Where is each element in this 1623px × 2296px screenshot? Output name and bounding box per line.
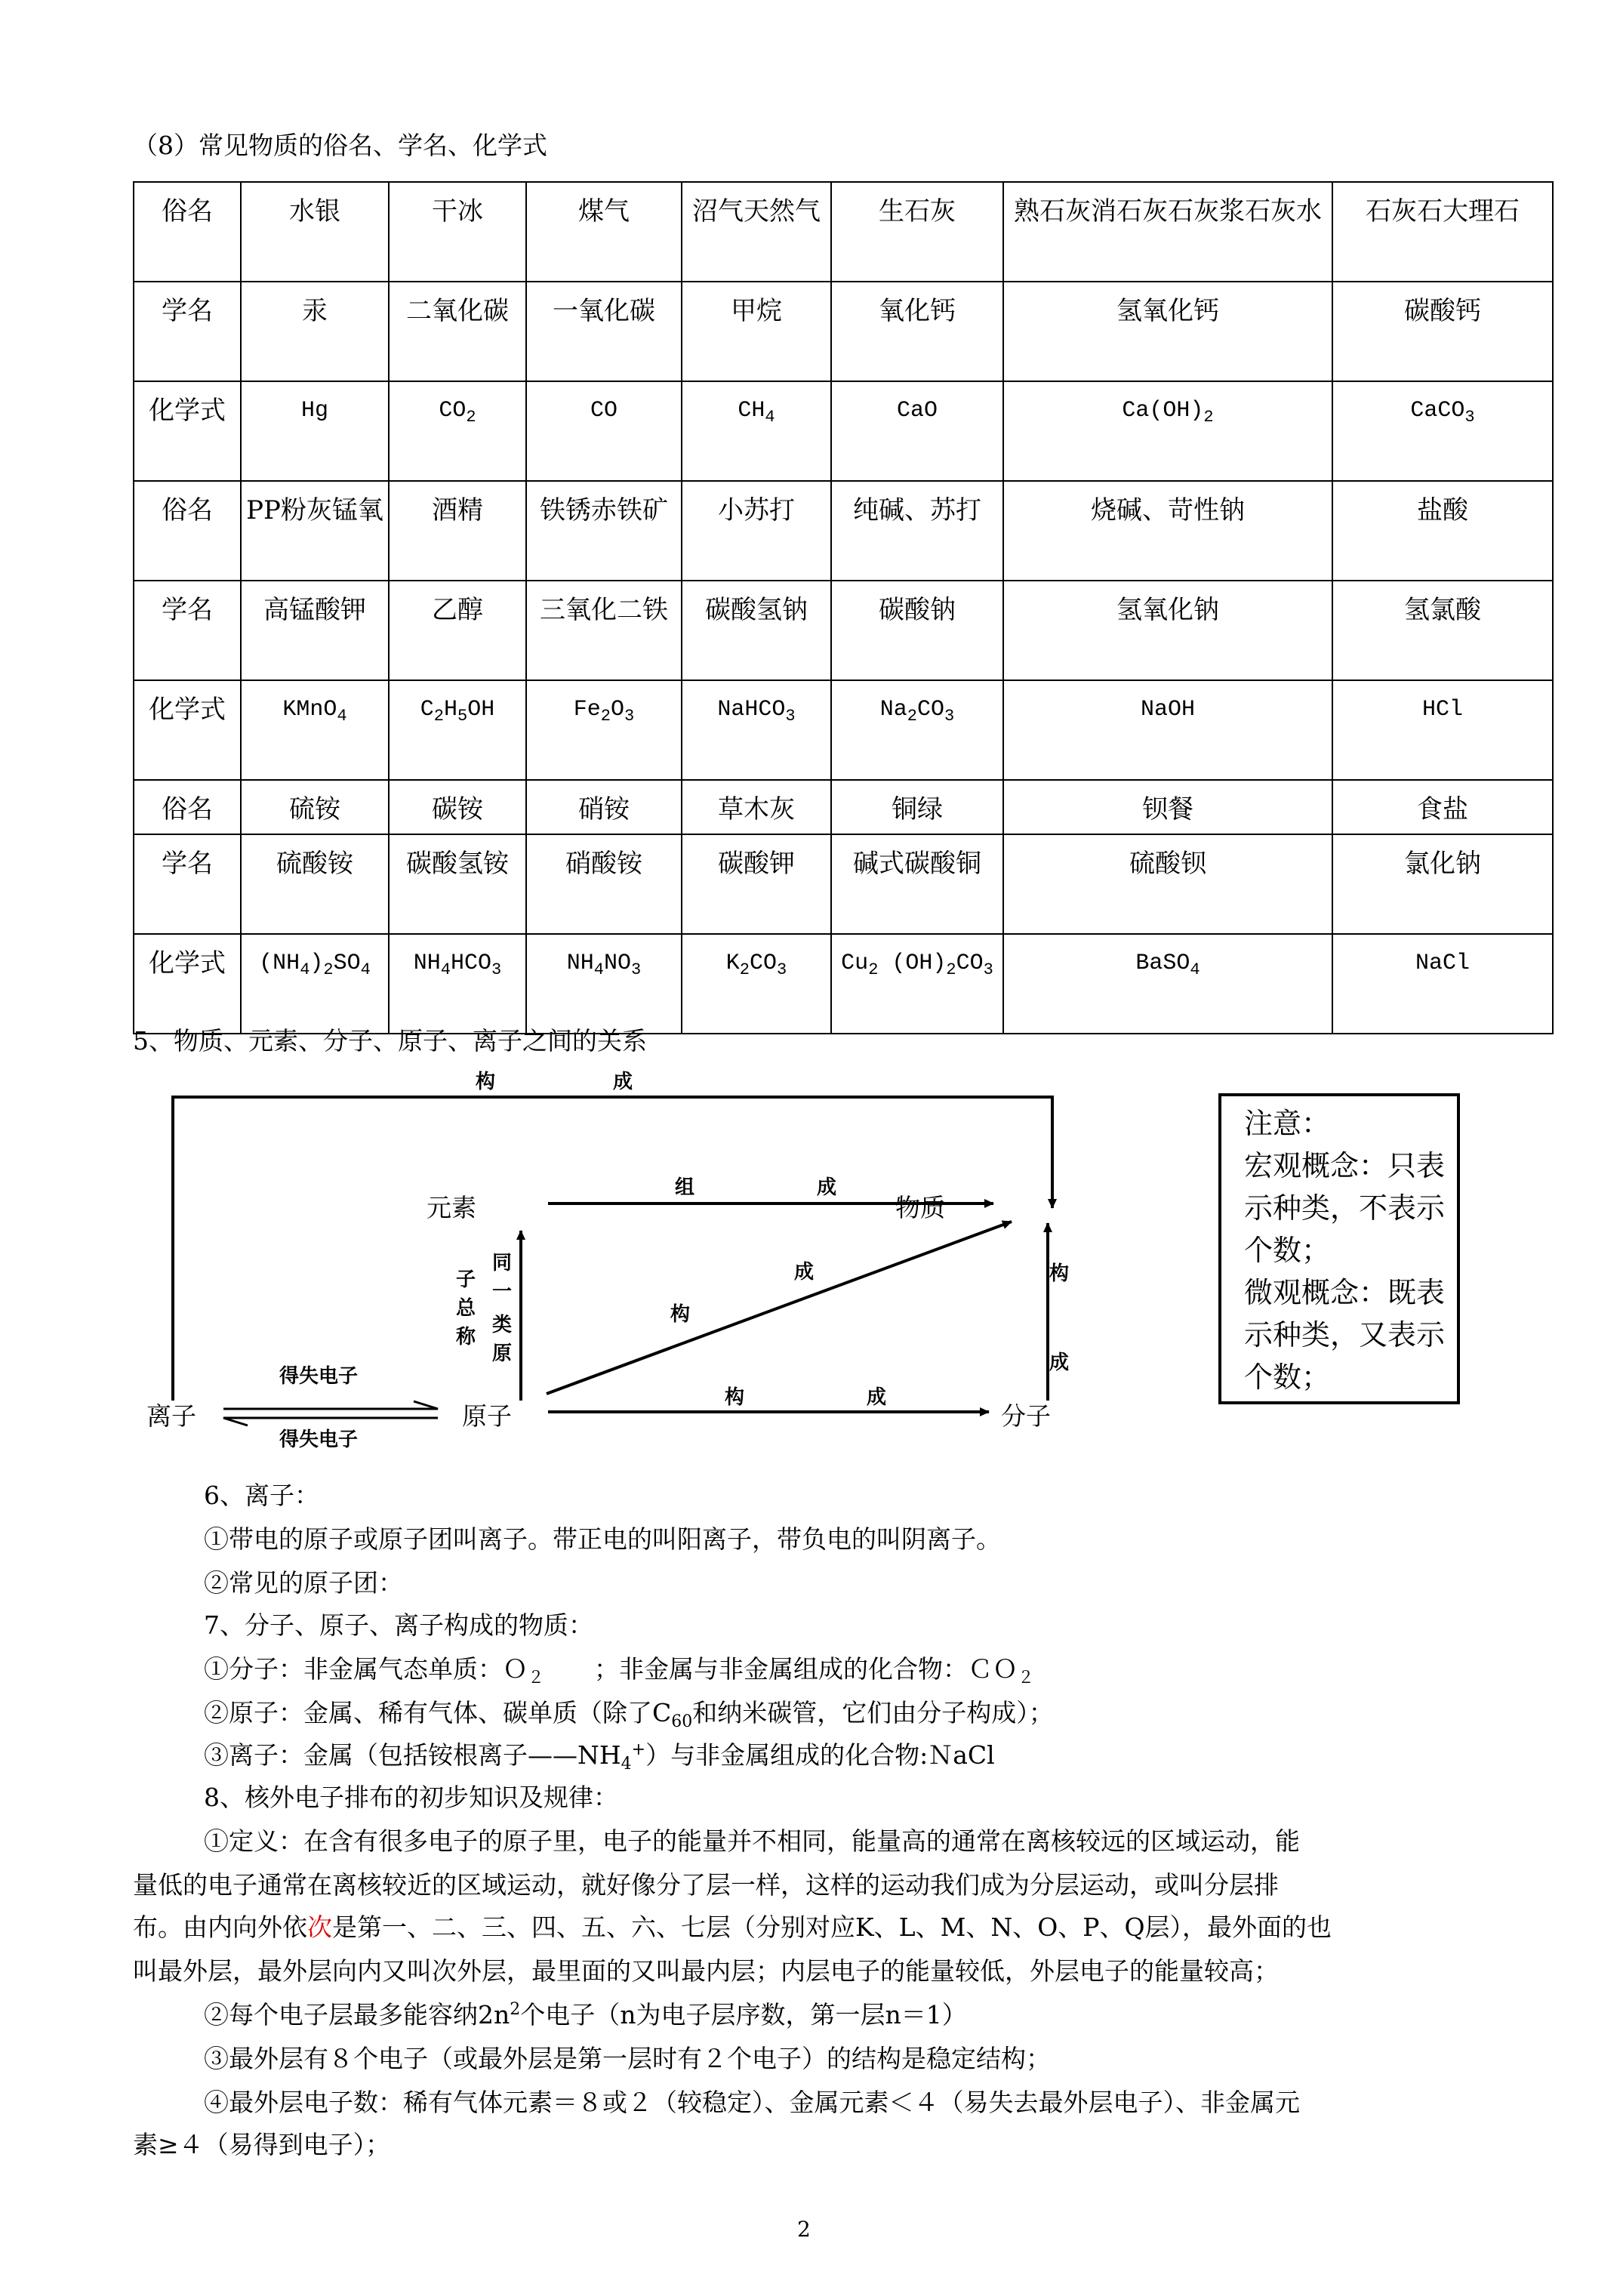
table-cell: 煤气 <box>526 182 682 282</box>
line-8d-2: 素≥４（易得到电子）； <box>133 2130 391 2159</box>
line-8a-2: 量低的电子通常在离核较近的区域运动，就好像分了层一样，这样的运动我们成为分层运动，或叫分层排 <box>133 1870 1279 1900</box>
row-header-cell: 学名 <box>134 581 241 680</box>
node-molecule: 分子 <box>1001 1401 1051 1431</box>
table-cell: $K_2CO_3$ <box>682 934 831 1034</box>
table-cell: 铁锈赤铁矿 <box>526 481 682 581</box>
line-8: 8、核外电子排布的初步知识及规律： <box>204 1783 618 1812</box>
line-7: 7、分子、原子、离子构成的物质： <box>204 1610 593 1640</box>
table-cell: $Cu_2$ $(OH)_2CO_3$ <box>831 934 1003 1034</box>
table-cell: 碳酸钠 <box>831 581 1003 680</box>
row-header-cell: 化学式 <box>134 934 241 1034</box>
table-cell: 石灰石大理石 <box>1332 182 1553 282</box>
note-box <box>1218 1093 1460 1404</box>
table-cell: 碳酸钙 <box>1332 282 1553 381</box>
table-cell: 碳酸钾 <box>682 834 831 934</box>
table-cell: 水银 <box>241 182 389 282</box>
verb-right-cheng: 成 <box>1049 1351 1070 1374</box>
table-cell: $Fe_2O_3$ <box>526 680 682 780</box>
note-micro: 微观概念：既表示种类，又表示个数； <box>1244 1276 1446 1394</box>
table-cell: NaOH <box>1003 680 1332 780</box>
table-cell: BaSO$_4$ <box>1003 934 1332 1034</box>
table-cell: $NH_4NO_3$ <box>526 934 682 1034</box>
table-cell: KMnO$_4$ <box>241 680 389 780</box>
line-8c: ③最外层有８个电子（或最外层是第一层时有２个电子）的结构是稳定结构； <box>204 2044 1051 2073</box>
table-cell: 食盐 <box>1332 780 1553 834</box>
top-loop-line <box>173 1097 1052 1401</box>
table-cell: 纯碱、苏打 <box>831 481 1003 581</box>
row-header-cell: 俗名 <box>134 182 241 282</box>
line-6: 6、离子： <box>204 1481 319 1510</box>
note-macro: 宏观概念：只表示种类，不表示个数； <box>1244 1149 1446 1267</box>
line-7a: ①分子：非金属气态单质：Ｏ$_2$ ；非金属与非金属组成的化合物：ＣＯ$_2$ <box>204 1654 1035 1687</box>
table-cell: 氯化钠 <box>1332 834 1553 934</box>
vertical-right-2: 一 <box>492 1281 513 1303</box>
vertical-right-4: 原 <box>492 1342 513 1365</box>
table-cell: HCl <box>1332 680 1553 780</box>
table-cell: 乙醇 <box>389 581 526 680</box>
line-8a-3: 布。由内向外依次是第一、二、三、四、五、六、七层（分别对应K、L、M、N、O、P、Q层），最外面的也 <box>133 1912 1332 1942</box>
row-header-cell: 俗名 <box>134 481 241 581</box>
table-cell: 沼气天然气 <box>682 182 831 282</box>
verb-diag-gou: 构 <box>670 1303 691 1326</box>
table-cell: 硝铵 <box>526 780 682 834</box>
table-cell: 干冰 <box>389 182 526 282</box>
table-cell: PP粉灰锰氧 <box>241 481 389 581</box>
table-cell: NaHCO$_3$ <box>682 680 831 780</box>
verb-zu-cheng: 成 <box>817 1176 837 1199</box>
node-substance: 物质 <box>895 1193 945 1222</box>
table-cell: 二氧化碳 <box>389 282 526 381</box>
table-cell: 氢氧化钠 <box>1003 581 1332 680</box>
table-cell: 硫酸钡 <box>1003 834 1332 934</box>
table-cell: 碳酸氢钠 <box>682 581 831 680</box>
table-cell: $Ca(OH)_2$ <box>1003 381 1332 481</box>
table-cell: 氢氯酸 <box>1332 581 1553 680</box>
table-cell: 盐酸 <box>1332 481 1553 581</box>
note-title: 注意： <box>1244 1107 1331 1140</box>
atom-to-substance-arrow <box>547 1222 1012 1394</box>
vertical-right-1: 同 <box>492 1252 513 1274</box>
table-cell: 一氧化碳 <box>526 282 682 381</box>
line-6a: ①带电的原子或原子团叫离子。带正电的叫阳离子，带负电的叫阴离子。 <box>204 1524 1001 1554</box>
line-8a-4: 叫最外层，最外层向内又叫次外层，最里面的又叫最内层；内层电子的能量较低，外层电子的能量较高； <box>133 1956 1279 1986</box>
table-cell: 草木灰 <box>682 780 831 834</box>
section5-title: 5、物质、元素、分子、原子、离子之间的关系 <box>133 1026 647 1056</box>
line-8a-1: ①定义：在含有很多电子的原子里，电子的能量并不相同，能量高的通常在离核较远的区域运动，能 <box>204 1826 1300 1856</box>
table-cell: 烧碱、苛性钠 <box>1003 481 1332 581</box>
table-cell: 钡餐 <box>1003 780 1332 834</box>
table-title: （8）常见物质的俗名、学名、化学式 <box>133 131 547 160</box>
node-atom: 原子 <box>462 1401 512 1431</box>
table-cell: $CH_4$ <box>682 381 831 481</box>
table-cell: 硫酸铵 <box>241 834 389 934</box>
verb-gain-lose-bottom: 得失电子 <box>279 1428 359 1451</box>
line-7c: ③离子：金属（包括铵根离子$——NH_4^+$）与非金属组成的化合物:ＮaCl <box>204 1740 995 1774</box>
table-cell: 碳酸氢铵 <box>389 834 526 934</box>
table-cell: 硫铵 <box>241 780 389 834</box>
line-7b: ②原子：金属、稀有气体、碳单质（除了$C_{60}$和纳米碳管，它们由分子构成）； <box>204 1698 1054 1731</box>
verb-zu: 组 <box>675 1176 695 1199</box>
table-cell: $NH_4HCO_3$ <box>389 934 526 1034</box>
table-cell: CaCO$_3$ <box>1332 381 1553 481</box>
table-cell: 高锰酸钾 <box>241 581 389 680</box>
table-cell: 氧化钙 <box>831 282 1003 381</box>
table-cell: $C_2H_5OH$ <box>389 680 526 780</box>
table-cell: 碱式碳酸铜 <box>831 834 1003 934</box>
table-cell: 酒精 <box>389 481 526 581</box>
vertical-left-3: 称 <box>456 1326 476 1348</box>
table-cell: NaCl <box>1332 934 1553 1034</box>
table-cell: CaO <box>831 381 1003 481</box>
table-cell: $(NH_4)_2SO_4$ <box>241 934 389 1034</box>
table-cell: 生石灰 <box>831 182 1003 282</box>
verb-gain-lose-top: 得失电子 <box>279 1365 359 1388</box>
table-cell: 汞 <box>241 282 389 381</box>
row-header-cell: 化学式 <box>134 680 241 780</box>
row-header-cell: 化学式 <box>134 381 241 481</box>
row-header-cell: 俗名 <box>134 780 241 834</box>
line-8b: ②每个电子层最多能容纳$2n^2$个电子（n为电子层序数，第一层n＝1） <box>204 2000 967 2029</box>
verb-top-gou: 构 <box>476 1071 496 1093</box>
node-element: 元素 <box>427 1193 476 1222</box>
line-6b: ②常见的原子团： <box>204 1568 403 1598</box>
verb-diag-cheng: 成 <box>794 1261 815 1284</box>
table-cell: $CO_2$ <box>389 381 526 481</box>
row-header-cell: 学名 <box>134 834 241 934</box>
table-cell: 三氧化二铁 <box>526 581 682 680</box>
table-cell: 硝酸铵 <box>526 834 682 934</box>
row-header-cell: 学名 <box>134 282 241 381</box>
table-cell: 小苏打 <box>682 481 831 581</box>
line-8d-1: ④最外层电子数：稀有气体元素＝８或２（较稳定）、金属元素＜４（易失去最外层电子）、非金属元 <box>204 2088 1300 2117</box>
ion-atom-forward-arrow <box>223 1401 438 1409</box>
table-cell: 碳铵 <box>389 780 526 834</box>
table-cell: 甲烷 <box>682 282 831 381</box>
table-cell: 铜绿 <box>831 780 1003 834</box>
vertical-left-1: 子 <box>456 1268 476 1291</box>
verb-right-gou: 构 <box>1049 1262 1070 1285</box>
table-cell: CO <box>526 381 682 481</box>
verb-bottom-gou: 构 <box>725 1386 745 1409</box>
table-cell: 熟石灰消石灰石灰浆石灰水 <box>1003 182 1332 282</box>
verb-top-cheng: 成 <box>613 1071 633 1093</box>
table-cell: Hg <box>241 381 389 481</box>
node-ion: 离子 <box>146 1401 196 1431</box>
vertical-left-2: 总 <box>456 1297 476 1320</box>
vertical-right-3: 类 <box>492 1314 513 1336</box>
verb-bottom-cheng: 成 <box>867 1386 887 1409</box>
table-cell: $Na_2CO_3$ <box>831 680 1003 780</box>
page-number: 2 <box>797 2217 811 2242</box>
table-cell: 氢氧化钙 <box>1003 282 1332 381</box>
